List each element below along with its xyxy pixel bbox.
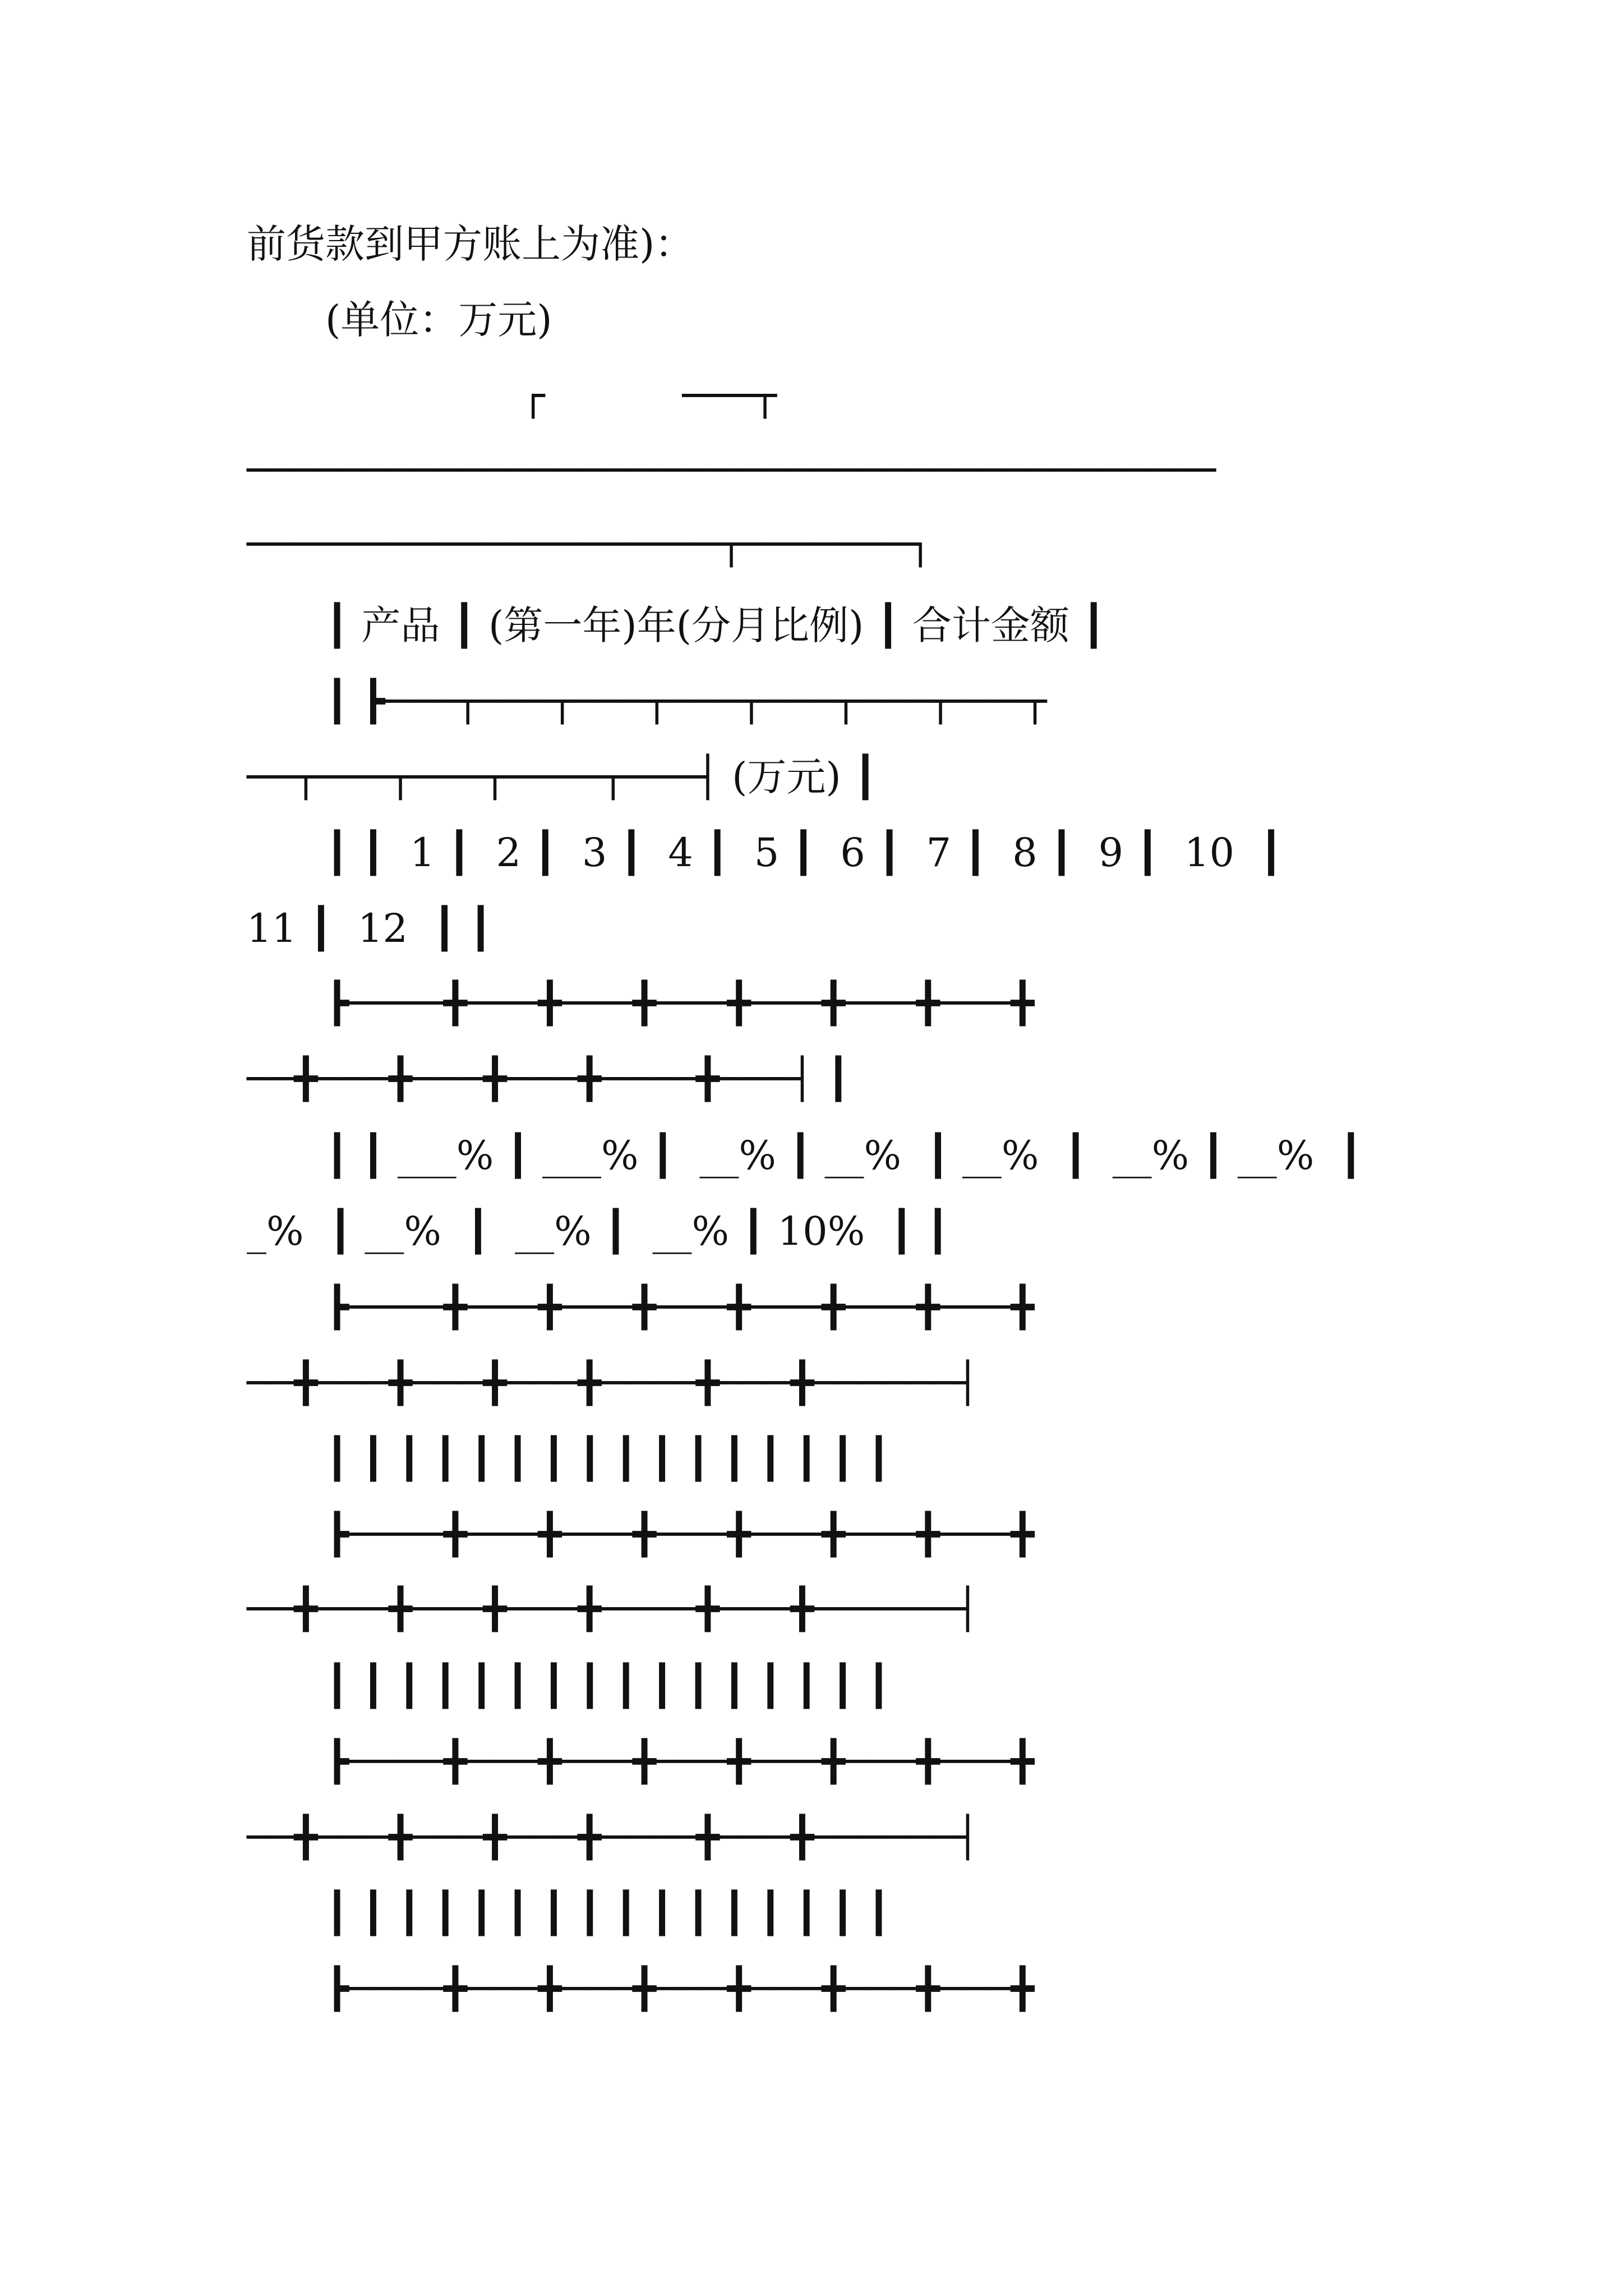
- table-divider-1-part2: ──╋───╋───╋───╋────╋───┤ ┃: [247, 1056, 850, 1102]
- table-divider-5-part1: ┣────╋───╋───╋───╋───╋───╋───╋: [325, 1966, 1035, 2012]
- table-divider-4-part2: ──╋───╋───╋───╋────╋───╋──────┤: [247, 1814, 980, 1860]
- table-empty-row-2: ┃ ┃ ┃ ┃ ┃ ┃ ┃ ┃ ┃ ┃ ┃ ┃ ┃ ┃ ┃ ┃: [325, 1663, 891, 1709]
- table-divider-4-part1: ┣────╋───╋───╋───╋───╋───╋───╋: [325, 1738, 1035, 1784]
- table-header-divider-part2: ──┬───┬───┬────┬───┤ (万元) ┃: [247, 754, 878, 800]
- text-line-unit: (单位：万元): [325, 297, 552, 343]
- table-header-row: ┃ 产品 ┃ (第一年)年(分月比例) ┃ 合计金额 ┃: [325, 602, 1106, 648]
- table-divider-2-part2: ──╋───╋───╋───╋────╋───╋──────┤: [247, 1360, 980, 1406]
- table-empty-row-3: ┃ ┃ ┃ ┃ ┃ ┃ ┃ ┃ ┃ ┃ ┃ ┃ ┃ ┃ ┃ ┃: [325, 1890, 891, 1936]
- table-top-border-part3: ────────────────────┬───────┐: [247, 521, 933, 567]
- table-month-row-part1: ┃ ┃ 1 ┃ 2 ┃ 3 ┃ 4 ┃ 5 ┃ 6 ┃ 7 ┃ 8 ┃ 9 ┃ 10 ┃: [325, 830, 1283, 876]
- table-percent-row-part1: ┃ ┃ ___% ┃ ___% ┃ __% ┃ __% ┃ __% ┃ __% ┃ __% ┃: [325, 1133, 1363, 1179]
- text-line-payment-note: 前货款到甲方账上为准)：: [247, 221, 694, 267]
- table-percent-row-part2: _% ┃ __% ┃ __% ┃ __% ┃ 10% ┃ ┃: [247, 1208, 950, 1254]
- table-month-row-part2: 11 ┃ 12 ┃ ┃: [247, 905, 493, 951]
- table-top-border-part2: ─────────────────────────────────────────: [247, 447, 1216, 493]
- table-empty-row-1: ┃ ┃ ┃ ┃ ┃ ┃ ┃ ┃ ┃ ┃ ┃ ┃ ┃ ┃ ┃ ┃: [325, 1435, 891, 1481]
- table-divider-3-part1: ┣────╋───╋───╋───╋───╋───╋───╋: [325, 1511, 1035, 1557]
- table-divider-1-part1: ┣────╋───╋───╋───╋───╋───╋───╋: [325, 980, 1035, 1026]
- table-divider-2-part1: ┣────╋───╋───╋───╋───╋───╋───╋: [325, 1284, 1035, 1330]
- table-header-divider-part1: ┃ ┣───┬───┬───┬───┬───┬───┬───┬: [325, 678, 1047, 724]
- table-divider-3-part2: ──╋───╋───╋───╋────╋───╋──────┤: [247, 1586, 980, 1632]
- table-top-border-part1: ┌ ───┬: [247, 372, 777, 418]
